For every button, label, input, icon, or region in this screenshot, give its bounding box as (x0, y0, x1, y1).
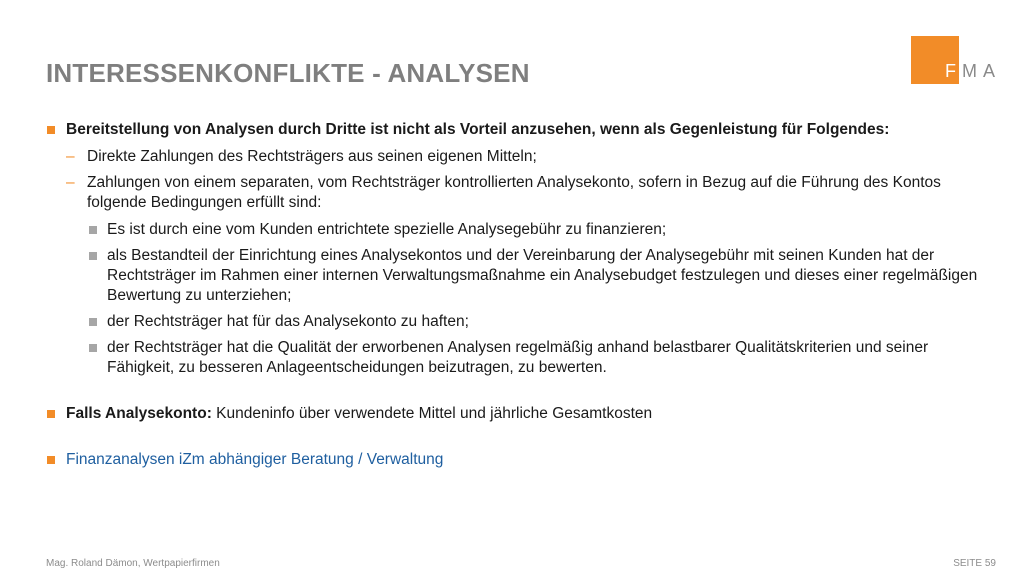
orange-square-bullet-icon (47, 410, 55, 418)
gray-square-bullet-icon (89, 252, 97, 260)
logo-text: FMA (945, 61, 1002, 81)
bullet-3 (46, 450, 986, 470)
orange-square-bullet-icon (47, 456, 55, 464)
gray-square-bullet-icon (89, 226, 97, 234)
bullet-2-bold-text: Falls Analysekonto: (66, 405, 212, 422)
fma-logo (911, 36, 1001, 84)
sub-sub-bullet-4-text: der Rechtsträger hat die Qualität der erworbenen Analysen regelmäßig anhand belastbarer Qualitätskriterien und seiner Fähigkeit, zu besseren Anlageentscheidungen beizutragen, zu bewerten. (107, 339, 929, 376)
orange-square-bullet-icon (47, 126, 55, 134)
sub-sub-bullet-2 (46, 246, 986, 306)
sub-sub-bullet-2-text: als Bestandteil der Einrichtung eines Analysekontos und der Vereinbarung der Analysegebühr mit seinen Kunden hat der Rechtsträger im Rahmen einer internen Verwaltungsmaßnahme ein Analysebudget festzulegen und dieses einer regelmäßigen Bewertung zu unterziehen; (107, 247, 978, 304)
bullet-1-text: Bereitstellung von Analysen durch Dritte ist nicht als Vorteil anzusehen, wenn als Gegenleistung für Folgendes: (66, 121, 890, 138)
sub-sub-bullet-4 (46, 338, 986, 378)
gray-square-bullet-icon (89, 318, 97, 326)
sub-bullet-1 (46, 147, 986, 167)
footer-author: Mag. Roland Dämon, Wertpapierfirmen (46, 558, 220, 569)
bullet-2 (46, 404, 986, 424)
sub-bullet-2-text: Zahlungen von einem separaten, vom Rechtsträger kontrollierten Analysekonto, sofern in Bezug auf die Führung des Kontos folgende Bedingungen erfüllt sind: (87, 174, 941, 211)
slide-title: INTERESSENKONFLIKTE - ANALYSEN (46, 58, 530, 88)
bullet-2-text: Kundeninfo über verwendete Mittel und jährliche Gesamtkosten (211, 405, 653, 422)
sub-sub-bullet-3 (46, 312, 986, 332)
gray-square-bullet-icon (89, 344, 97, 352)
sub-bullet-2 (46, 173, 986, 213)
slide-content (46, 120, 986, 470)
footer-page-number: SEITE 59 (953, 558, 996, 569)
bullet-1 (46, 120, 986, 140)
bullet-3-text: Finanzanalysen iZm abhängiger Beratung / Verwaltung (66, 451, 444, 468)
dash-bullet-icon: – (66, 174, 75, 191)
dash-bullet-icon: – (66, 148, 75, 165)
sub-sub-bullet-3-text: der Rechtsträger hat für das Analysekonto zu haften; (107, 313, 469, 330)
sub-sub-bullet-1 (46, 220, 986, 240)
sub-sub-bullet-1-text: Es ist durch eine vom Kunden entrichtete spezielle Analysegebühr zu finanzieren; (107, 221, 667, 238)
sub-bullet-1-text: Direkte Zahlungen des Rechtsträgers aus seinen eigenen Mitteln; (87, 148, 537, 165)
